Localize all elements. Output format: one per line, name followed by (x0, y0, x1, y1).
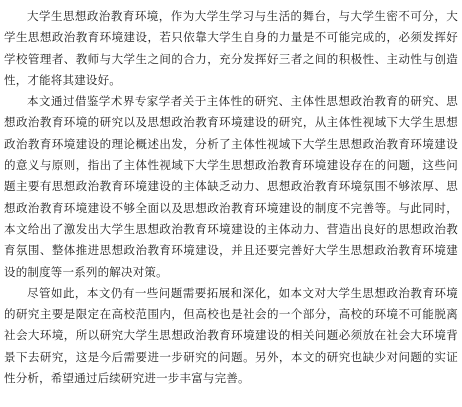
paragraph-limitations: 尽管如此，本文仍有一些问题需要拓展和深化，如本文对大学生思想政治教育环境的研究主要是限定在高校范围内，但高校也是社会的一个部分，高校的环境不可能脱离社会大环境，所以研究大学生思想政治教育环境建设的相关问题必须放在社会大环境背景下去研究，这是今后需要进一步研究的问题。另外，本文的研究也缺少对问题的实证性分析，希望通过后续研究进一步丰富与完善。 (4, 285, 458, 386)
paragraph-research-summary: 本文通过借鉴学术界专家学者关于主体性的研究、主体性思想政治教育的研究、思想政治教育环境的研究以及思想政治教育环境建设的研究，从主体性视域下大学生思想政治教育环境建设的理论概述出发，分析了主体性视域下大学生思想政治教育环境建设的意义与原则，指出了主体性视域下大学生思想政治教育环境建设存在的问题，这些问题主要有思想政治教育环境建设的主体缺乏动力、思想政治教育环境氛围不够浓厚、思想政治教育环境建设不够全面以及思想政治教育环境建设的制度不完善等。与此同时，本文给出了激发出大学生思想政治教育环境建设的主体动力、营造出良好的思想政治教育氛围、整体推进思想政治教育环境建设，并且还要完善好大学生思想政治教育环境建设的制度等一系列的解决对策。 (4, 94, 458, 279)
paragraph-intro: 大学生思想政治教育环境，作为大学生学习与生活的舞台，与大学生密不可分，大学生思想政治教育环境建设，若只依靠大学生自身的力量是不可能完成的，必须发挥好学校管理者、教师与大学生之间的合力，充分发挥好三者之间的积极性、主动性与创造性，才能将其建设好。 (4, 9, 458, 87)
